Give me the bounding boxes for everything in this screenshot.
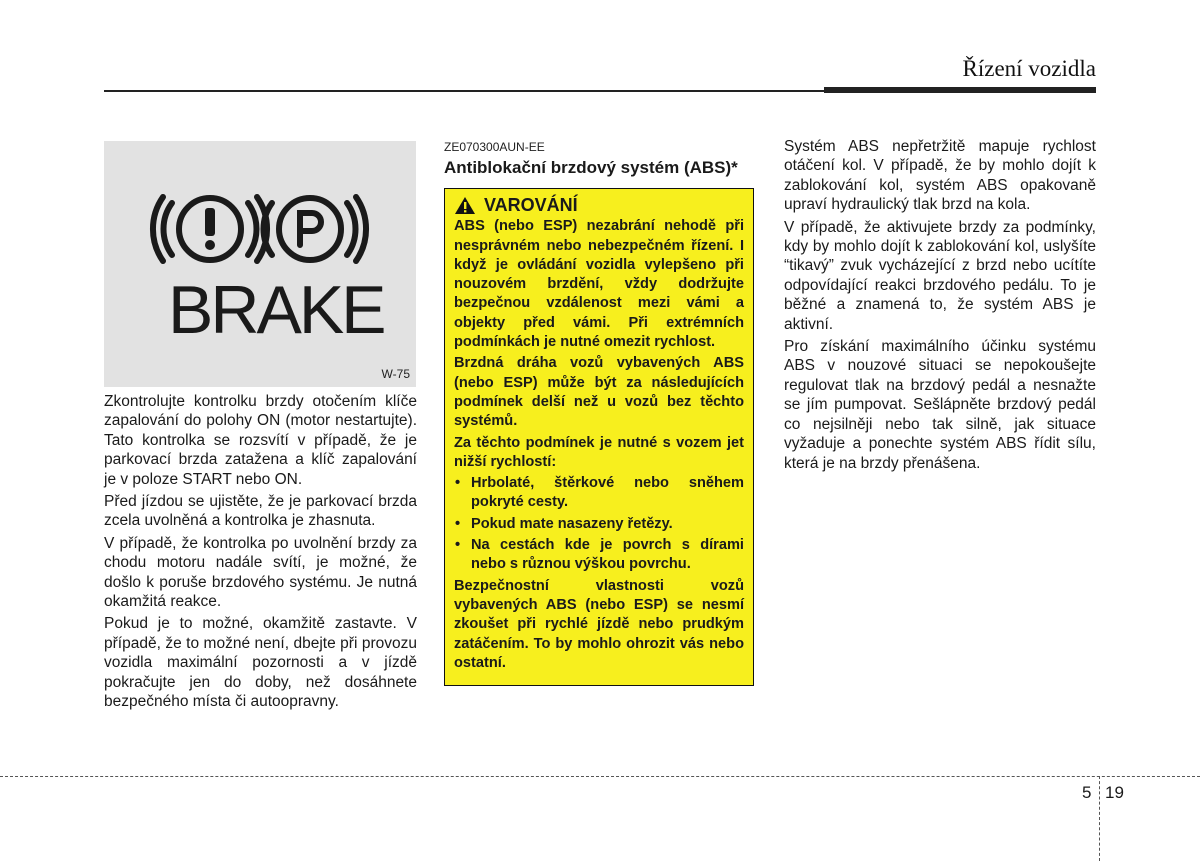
reference-code: ZE070300AUN-EE [444,140,545,154]
right-column [784,137,1096,476]
brake-label: BRAKE [168,272,384,348]
paragraph: Systém ABS nepřetržitě mapuje rychlost otáčení kol. V případě, že by mohlo dojít k zablokování kol, systém ABS opakovaně upraví hydraulický tlak brzd na kola. [784,138,1096,214]
brake-warning-figure [104,141,416,387]
warning-box [444,188,754,686]
brake-illustration [104,141,416,387]
paragraph: Pokud je to možné, okamžitě zastavte. V případě, že to možné není, dbejte při provozu vozidla maximální pozornosti a v jízdě pokračujte jen do doby, než dosáhnete bezpečného místa či autoopravny. [104,615,417,711]
warning-list-item: • Hrbolaté, štěrkové nebo sněhem pokryté cesty. [454,474,744,513]
paragraph: Pro získání maximálního účinku systému ABS v nouzové situaci se nepokoušejte regulovat tlak na brzdový pedál a nesnažte se jím pumpovat. Sešlápněte brzdový pedál co nejsilněji nebo tak silně, jak situace vyžaduje a ponechte systém ABS řídit sílu, která je na brzdy přenášena. [784,338,1096,472]
figure-code: W-75 [381,367,410,381]
warning-paragraph: ABS (nebo ESP) nezabrání nehodě při nesprávném nebo nebezpečném řízení. I když je ovládání vozidla vylepšeno při nouzovém brzdění, vždy dodržujte bezpečnou vzdálenost mezi vámi a objekty před vámi. Při extrémních podmínkách je nutné omezit rychlost. [454,218,744,351]
warning-heading-text: VAROVÁNÍ [484,195,578,215]
page-header-title: Řízení vozidla [962,56,1096,81]
section-title: Antiblokační brzdový systém (ABS)* [444,158,738,177]
middle-column [444,140,756,686]
parking-p-icon [263,197,366,261]
warning-paragraph: Bezpečnostní vlastnosti vozů vybavených ABS (nebo ESP) se nesmí zkoušet při rychlé jízdě nebo prudkým zatáčením. To by mohlo ohrozit vás nebo ostatní. [454,577,744,671]
paragraph: Zkontrolujte kontrolku brzdy otočením klíče zapalování do polohy ON (motor nestartujte). Tato kontrolka se rozsvítí v případě, že je parkovací brzda zatažena a klíč zapalování je v poloze START nebo ON. [104,393,417,488]
warning-paragraph: Brzdná dráha vozů vybavených ABS (nebo ESP) může být za následujících podmínek delší než u vozů bez těchto systémů. [454,355,744,430]
footer-rule [0,776,1200,777]
warning-list [454,474,744,574]
warning-triangle-icon [454,196,476,215]
header-rule-accent [824,87,1096,93]
warning-list-item: • Pokud mate nasazeny řetězy. [454,515,744,534]
exclamation-mark-glyph [205,208,215,250]
left-column [104,392,417,715]
warning-paragraph: Za těchto podmínek je nutné s vozem jet nižší rychlostí: [454,434,744,470]
page-number: 19 [1105,783,1124,802]
warning-heading [454,196,744,215]
paragraph: V případě, že aktivujete brzdy za podmínky, kdy by mohlo dojít k zablokování kol, uslyšíte “tikavý” zvuk vycházející z brzd nebo ucítíte odpovídající reakci brzdového pedálu. To je běžné a znamená to, že systém ABS je aktivní. [784,218,1096,333]
paragraph: Před jízdou se ujistěte, že je parkovací brzda zcela uvolněná a kontrolka je zhasnuta. [104,493,417,530]
paragraph: V případě, že kontrolka po uvolnění brzdy za chodu motoru nadále svítí, je možné, že došlo k poruše brzdového systému. Je nutná okamžitá reakce. [104,534,417,611]
warning-list-item: • Na cestách kde je povrch s dírami nebo s různou výškou povrchu. [454,536,744,575]
footer-divider [1099,776,1100,861]
chapter-number: 5 [1082,783,1092,802]
